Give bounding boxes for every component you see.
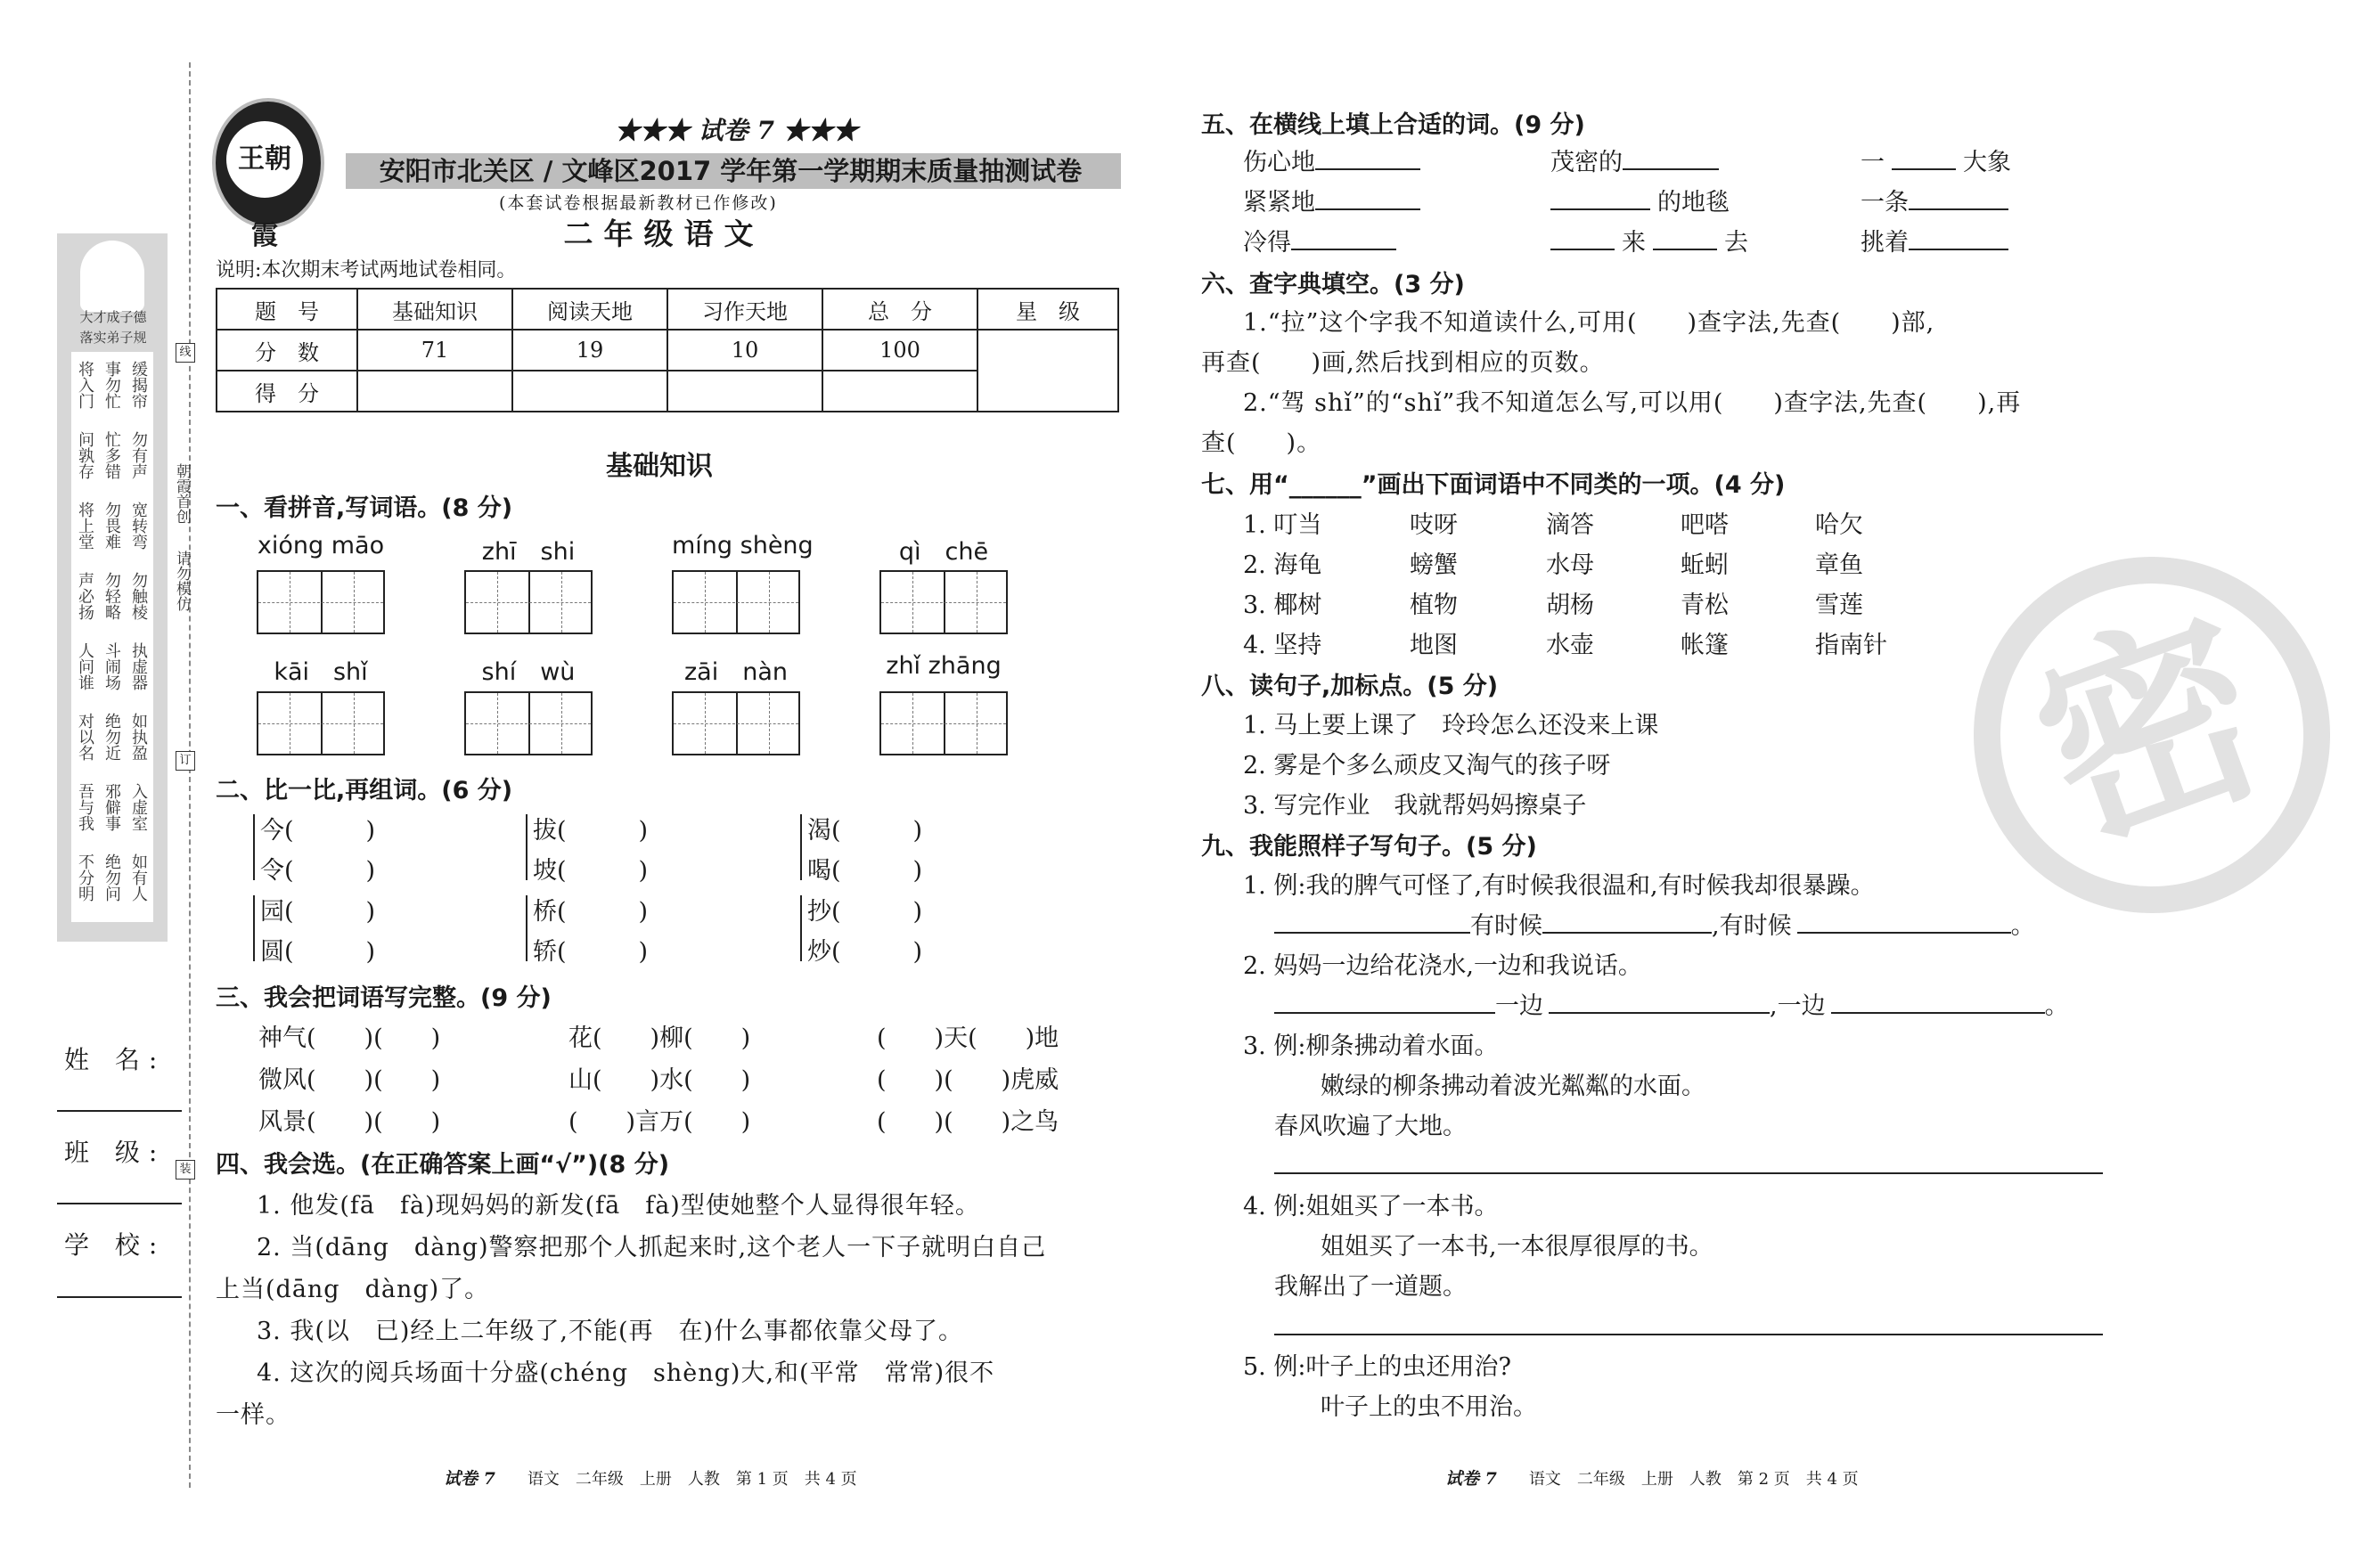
paper-label-text: 试卷 7 xyxy=(698,116,774,145)
motto-column: 人问谁 xyxy=(76,642,94,690)
class-field[interactable] xyxy=(57,1203,182,1204)
tian-grid-box[interactable] xyxy=(257,570,385,634)
q4-line: 3. 我(以 已)经上二年级了,不能(再 在)什么事都依靠父母了。 xyxy=(257,1318,964,1345)
q6-title: 六、查字典填空。(3 分) xyxy=(1201,271,1465,298)
q9-ex2: 2. 妈妈一边给花浇水,一边和我说话。 xyxy=(1243,952,1642,980)
motto-column: 将上堂 xyxy=(76,502,94,550)
idiom-item: ( )言万( ) xyxy=(568,1108,751,1136)
grid-line xyxy=(881,723,1006,724)
th-total: 总 分 xyxy=(822,289,977,330)
q4-line: 4. 这次的阅兵场面十分盛(chéng shèng)大,和(平常 常常)很不 xyxy=(257,1359,995,1387)
motto-column: 勿有声 xyxy=(129,431,148,479)
word-option[interactable]: 3. 椰树 xyxy=(1243,592,1322,619)
blank[interactable] xyxy=(1831,1012,2045,1014)
blank[interactable] xyxy=(1623,168,1719,170)
q9-ex2-a: 一边 xyxy=(1495,992,1543,1020)
q9-ex3-task: 春风吹遍了大地。 xyxy=(1274,1113,1467,1140)
q6-line-1: 1.“拉”这个字我不知道读什么,可用( )查字法,先查( )部, xyxy=(1243,309,1935,337)
strip-title-1: 大才成子德 xyxy=(79,309,147,325)
th-number: 题 号 xyxy=(217,289,357,330)
word-option[interactable]: 2. 海龟 xyxy=(1243,551,1322,579)
idiom-item: 神气( )( ) xyxy=(258,1024,441,1052)
footer-right-text: 语文 二年级 上册 人教 第 2 页 共 4 页 xyxy=(1528,1470,1859,1489)
word-option[interactable]: 吧嗒 xyxy=(1681,511,1729,539)
word-option[interactable]: 4. 坚持 xyxy=(1243,632,1322,659)
compare-word: 炒( ) xyxy=(807,938,923,966)
compare-word: 坡( ) xyxy=(533,857,649,885)
idiom-item: 花( )柳( ) xyxy=(568,1024,751,1052)
got-total[interactable] xyxy=(822,371,977,412)
motto-column: 执虚器 xyxy=(129,642,148,690)
tag-ding: 订 xyxy=(176,751,195,771)
tian-grid-box[interactable] xyxy=(672,570,800,634)
pinyin-label: míng shèng xyxy=(672,532,814,559)
motto-column: 邪僻事 xyxy=(102,783,121,831)
footer-left xyxy=(444,1465,857,1490)
idiom-item: ( )( )虎威 xyxy=(877,1066,1059,1094)
th-writing: 习作天地 xyxy=(667,289,822,330)
blank[interactable] xyxy=(1291,249,1396,250)
answer-line-3[interactable] xyxy=(1274,1172,2103,1174)
blank[interactable] xyxy=(1542,932,1712,934)
grid-line xyxy=(466,602,591,603)
q9-ex4: 4. 例:姐姐买了一本书。 xyxy=(1243,1193,1499,1220)
tian-grid-box[interactable] xyxy=(672,691,800,755)
word-option[interactable]: 蚯蚓 xyxy=(1681,551,1729,579)
footer-right xyxy=(1445,1465,1859,1490)
q5-r1-b xyxy=(1550,143,1719,177)
word-option[interactable]: 雪莲 xyxy=(1815,592,1863,619)
blank[interactable] xyxy=(1550,208,1650,210)
idiom-item: 山( )水( ) xyxy=(568,1066,751,1094)
motto-column: 斗闹场 xyxy=(102,642,121,690)
tag-zhuang: 装 xyxy=(176,1160,195,1180)
compare-word: 抄( ) xyxy=(807,898,923,926)
blank[interactable] xyxy=(1315,208,1420,210)
word-option[interactable]: 植物 xyxy=(1410,592,1458,619)
word-option[interactable]: 青松 xyxy=(1681,592,1729,619)
school-label: 学 校: xyxy=(64,1230,167,1260)
q4-line: 一样。 xyxy=(216,1401,290,1429)
footer-right-label: 试卷 7 xyxy=(1445,1469,1497,1489)
grid-line xyxy=(466,723,591,724)
score-reading: 19 xyxy=(512,330,667,371)
q9-ex5: 5. 例:叶子上的虫还用治? xyxy=(1243,1353,1511,1381)
brace xyxy=(253,895,258,961)
blank[interactable] xyxy=(1909,208,2008,210)
motto-column: 不分明 xyxy=(76,853,94,902)
compare-word: 渴( ) xyxy=(807,817,923,845)
q9-ex1: 1. 例:我的脾气可怪了,有时候我很温和,有时候我却很暴躁。 xyxy=(1243,872,1875,900)
grid-line xyxy=(258,723,383,724)
th-reading: 阅读天地 xyxy=(512,289,667,330)
idiom-item: ( )( )之鸟 xyxy=(877,1108,1059,1136)
word-option[interactable]: 滴答 xyxy=(1546,511,1594,539)
word-option[interactable]: 章鱼 xyxy=(1815,551,1863,579)
q5-r2-a xyxy=(1243,183,1420,217)
motto-column: 如有人 xyxy=(129,853,148,902)
section-basic-title: 基础知识 xyxy=(606,451,713,482)
tag-xian: 线 xyxy=(176,343,195,363)
blank[interactable] xyxy=(1892,168,1956,170)
score-table xyxy=(216,288,1119,412)
score-total: 100 xyxy=(822,330,977,371)
motto-column: 绝勿问 xyxy=(102,853,121,902)
q9-ex1-a: 有时候 xyxy=(1470,912,1542,940)
q4-line: 2. 当(dāng dàng)警察把那个人抓起来时,这个老人一下子就明白自己 xyxy=(257,1234,1047,1261)
brace xyxy=(253,814,258,880)
grid-line xyxy=(674,602,798,603)
q4-line: 上当(dāng dàng)了。 xyxy=(216,1276,490,1303)
paper-label: ★★★ 试卷 7 ★★★ xyxy=(615,116,858,145)
q5-r1-c xyxy=(1861,143,2011,177)
q8-title: 八、读句子,加标点。(5 分) xyxy=(1201,673,1499,700)
compare-word: 令( ) xyxy=(260,857,376,885)
q8-line-2: 2. 雾是个多么顽皮又淘气的孩子呀 xyxy=(1243,752,1611,780)
q9-ex2-fill xyxy=(1274,986,2069,1021)
motto-column: 如执盈 xyxy=(129,713,148,761)
motto-column: 吾与我 xyxy=(76,783,94,831)
tian-grid-box[interactable] xyxy=(464,691,593,755)
pinyin-label: zāi nàn xyxy=(684,658,788,686)
exam-title: 安阳市北关区 / 文峰区2017 学年第一学期期末质量抽测试卷 xyxy=(379,156,1083,186)
q2-title: 二、比一比,再组词。(6 分) xyxy=(216,777,513,804)
pinyin-label: zhǐ zhāng xyxy=(886,652,1002,680)
q4-title: 四、我会选。(在正确答案上画“√”)(8 分) xyxy=(216,1151,670,1179)
motto-column: 勿畏难 xyxy=(102,502,121,550)
compare-word: 园( ) xyxy=(260,898,376,926)
motto-column: 事勿忙 xyxy=(102,361,121,409)
q9-ex1-b: ,有时候 xyxy=(1712,912,1792,940)
got-writing[interactable] xyxy=(667,371,822,412)
logo-text: 王朝霞 xyxy=(226,121,303,198)
grid-line xyxy=(258,602,383,603)
tian-grid-box[interactable] xyxy=(879,570,1008,634)
q9-ex3: 3. 例:柳条拂动着水面。 xyxy=(1243,1033,1499,1060)
word-option[interactable]: 吱呀 xyxy=(1410,511,1458,539)
tian-grid-box[interactable] xyxy=(879,691,1008,755)
school-field[interactable] xyxy=(57,1296,182,1298)
q7-title: 七、用“______”画出下面词语中不同类的一项。(4 分) xyxy=(1201,471,1786,499)
th-stars: 星 级 xyxy=(977,289,1118,330)
q9-ex1-fill xyxy=(1274,906,2035,941)
class-label: 班 级: xyxy=(64,1138,167,1167)
q9-title: 九、我能照样子写句子。(5 分) xyxy=(1201,833,1537,861)
score-writing: 10 xyxy=(667,330,822,371)
stars-cell[interactable] xyxy=(977,330,1118,412)
footer-left-text: 语文 二年级 上册 人教 第 1 页 共 4 页 xyxy=(527,1470,857,1489)
child-figure-icon xyxy=(80,241,144,312)
q5-r1-a-text: 伤心地 xyxy=(1243,149,1315,176)
motto-column: 对以名 xyxy=(76,713,94,761)
brace xyxy=(526,895,531,961)
q9-ex4-model: 姐姐买了一本书,一本很厚很厚的书。 xyxy=(1321,1233,1713,1261)
q6-line-4: 查( )。 xyxy=(1201,429,1322,457)
compare-word: 今( ) xyxy=(260,817,376,845)
q6-line-3: 2.“驾 shǐ”的“shǐ”我不知道怎么写,可以用( )查字法,先查( ),再 xyxy=(1243,389,2022,417)
idiom-item: 微风( )( ) xyxy=(258,1066,441,1094)
q5-r3-b xyxy=(1550,223,1748,257)
got-basic[interactable] xyxy=(357,371,512,412)
brace xyxy=(800,814,806,880)
score-basic: 71 xyxy=(357,330,512,371)
motto-column: 问孰存 xyxy=(76,431,94,479)
compare-word: 圆( ) xyxy=(260,938,376,966)
q9-ex1-end: 。 xyxy=(2010,912,2035,940)
q9-ex2-end: 。 xyxy=(2044,992,2069,1020)
compare-word: 轿( ) xyxy=(533,938,649,966)
motto-column: 声必扬 xyxy=(76,572,94,620)
word-option[interactable]: 水母 xyxy=(1546,551,1594,579)
name-label: 姓 名: xyxy=(64,1045,167,1074)
exam-subtitle: (本套试卷根据最新教材已作修改) xyxy=(499,193,778,213)
q5-r1-b-text: 茂密的 xyxy=(1550,149,1623,176)
q6-line-2: 再查( )画,然后找到相应的页数。 xyxy=(1201,349,1605,377)
got-label: 得 分 xyxy=(217,371,357,412)
tian-grid-box[interactable] xyxy=(257,691,385,755)
word-option[interactable]: 指南针 xyxy=(1815,632,1887,659)
exam-note: 说明:本次期末考试两地试卷相同。 xyxy=(216,259,517,282)
motto-column: 将入门 xyxy=(76,361,94,409)
q8-line-1: 1. 马上要上课了 玲玲怎么还没来上课 xyxy=(1243,712,1659,739)
q1-title: 一、看拼音,写词语。(8 分) xyxy=(216,494,513,522)
compare-word: 拔( ) xyxy=(533,817,649,845)
side-note-2: 请勿模仿 xyxy=(173,551,191,611)
q5-r1-a xyxy=(1243,143,1420,177)
q9-ex3-model: 嫩绿的柳条拂动着波光粼粼的水面。 xyxy=(1321,1073,1705,1100)
confidential-stamp: 密 xyxy=(1924,507,2380,964)
tian-grid-box[interactable] xyxy=(464,570,593,634)
motto-column: 绝勿近 xyxy=(102,713,121,761)
blank[interactable] xyxy=(1274,932,1470,934)
word-option[interactable]: 帐篷 xyxy=(1681,632,1729,659)
th-basic: 基础知识 xyxy=(357,289,512,330)
cut-line xyxy=(189,62,191,1488)
word-option[interactable]: 胡杨 xyxy=(1546,592,1594,619)
pinyin-label: shí wù xyxy=(481,658,576,686)
q5-r3-c-text: 去 xyxy=(1724,229,1748,257)
name-field[interactable] xyxy=(57,1110,182,1112)
grid-line xyxy=(674,723,798,724)
word-option[interactable]: 螃蟹 xyxy=(1410,551,1458,579)
q5-r3-a xyxy=(1243,223,1396,257)
q9-ex2-b: ,一边 xyxy=(1770,992,1826,1020)
q4-line: 1. 他发(fā fà)现妈妈的新发(fā fà)型使她整个人显得很年轻。 xyxy=(257,1192,980,1220)
pinyin-label: kāi shǐ xyxy=(274,658,368,686)
blank[interactable] xyxy=(1550,249,1615,250)
grid-line xyxy=(881,602,1006,603)
blank[interactable] xyxy=(1549,1012,1770,1014)
q5-r2-c-text: 一条 xyxy=(1861,189,1909,216)
q5-r3-d-text: 挑着 xyxy=(1861,229,1909,257)
answer-line-4[interactable] xyxy=(1274,1334,2103,1335)
blank[interactable] xyxy=(1797,932,2011,934)
motto-column: 宽转弯 xyxy=(129,502,148,550)
q5-title: 五、在横线上填上合适的词。(9 分) xyxy=(1201,111,1585,139)
q9-ex4-task: 我解出了一道题。 xyxy=(1274,1273,1467,1301)
q5-r1-d-text: 大象 xyxy=(1963,149,2011,176)
idiom-item: ( )天( )地 xyxy=(877,1024,1059,1052)
blank[interactable] xyxy=(1653,249,1717,250)
q5-r2-a-text: 紧紧地 xyxy=(1243,189,1315,216)
q5-r3-a-text: 冷得 xyxy=(1243,229,1291,257)
idiom-item: 风景( )( ) xyxy=(258,1108,441,1136)
blank[interactable] xyxy=(1315,168,1420,170)
motto-column: 入虚室 xyxy=(129,783,148,831)
q5-r3-d xyxy=(1861,223,2008,257)
motto-column: 勿触棱 xyxy=(129,572,148,620)
compare-word: 桥( ) xyxy=(533,898,649,926)
q9-ex5-model: 叶子上的虫不用治。 xyxy=(1321,1393,1537,1421)
footer-left-label: 试卷 7 xyxy=(444,1469,495,1489)
brace xyxy=(800,895,806,961)
pinyin-label: xióng māo xyxy=(257,532,385,559)
score-label: 分 数 xyxy=(217,330,357,371)
blank[interactable] xyxy=(1274,1012,1495,1014)
word-option[interactable]: 哈欠 xyxy=(1815,511,1863,539)
word-option[interactable]: 水壶 xyxy=(1546,632,1594,659)
compare-word: 喝( ) xyxy=(807,857,923,885)
q3-title: 三、我会把词语写完整。(9 分) xyxy=(216,984,552,1012)
q5-r2-c xyxy=(1861,183,2008,217)
brace xyxy=(526,814,531,880)
blank[interactable] xyxy=(1909,249,2008,250)
motto-column: 缓揭帘 xyxy=(129,361,148,409)
pinyin-label: qì chē xyxy=(898,538,989,566)
q5-r3-b-text: 来 xyxy=(1622,229,1646,257)
strip-title-2: 落实弟子规 xyxy=(79,330,147,346)
word-option[interactable]: 地图 xyxy=(1410,632,1458,659)
side-note-1: 朝霞首创 xyxy=(173,463,191,524)
q8-line-3: 3. 写完作业 我就帮妈妈擦桌子 xyxy=(1243,792,1587,820)
q5-r2-b xyxy=(1550,183,1730,217)
word-option[interactable]: 1. 叮当 xyxy=(1243,511,1322,539)
q5-r1-c-text: 一 xyxy=(1861,149,1885,176)
pinyin-label: zhī shi xyxy=(481,538,576,566)
motto-column: 忙多错 xyxy=(102,431,121,479)
got-reading[interactable] xyxy=(512,371,667,412)
grade-subject: 二年级语文 xyxy=(563,216,765,251)
q5-r2-b-text: 的地毯 xyxy=(1657,189,1730,216)
motto-column: 勿轻略 xyxy=(102,572,121,620)
